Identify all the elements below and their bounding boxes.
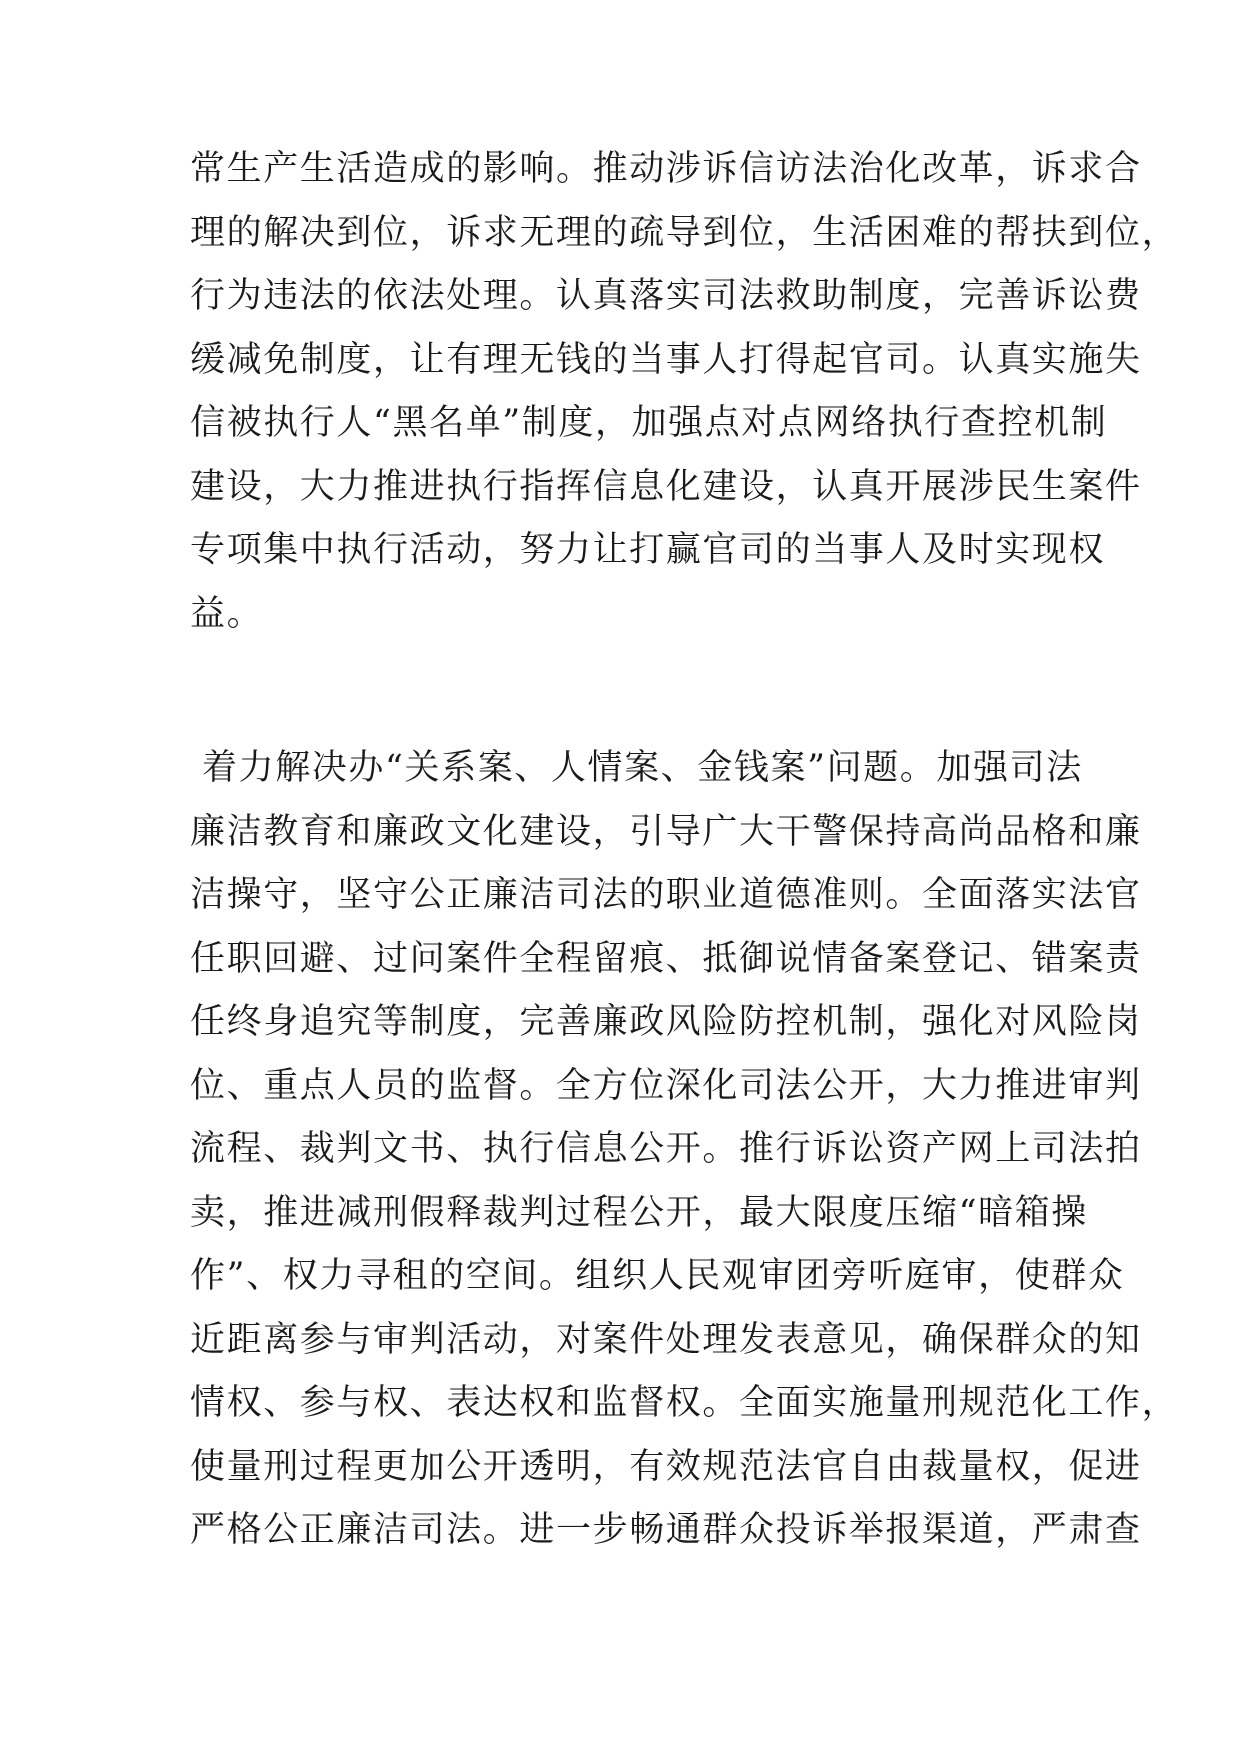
paragraph-2-line: 位、重点人员的监督。全方位深化司法公开，大力推进审判 bbox=[190, 1065, 1142, 1106]
paragraph-2-line: 着力解决办“关系案、人情案、金钱案”问题。加强司法 bbox=[202, 748, 1083, 788]
paragraph-2-line: 卖，推进减刑假释裁判过程公开，最大限度压缩“暗箱操 bbox=[190, 1192, 1088, 1233]
paragraph-2 bbox=[190, 737, 1179, 1563]
paragraph-1-line: 常生产生活造成的影响。推动涉诉信访法治化改革，诉求合 bbox=[190, 149, 1142, 189]
paragraph-2-line: 任终身追究等制度，完善廉政风险防控机制，强化对风险岗 bbox=[190, 1002, 1142, 1042]
paragraph-2-line: 廉洁教育和廉政文化建设，引导广大干警保持高尚品格和廉 bbox=[190, 811, 1142, 852]
paragraph-2-line: 流程、裁判文书、执行信息公开。推行诉讼资产网上司法拍 bbox=[190, 1129, 1142, 1169]
paragraph-2-line: 使量刑过程更加公开透明，有效规范法官自由裁量权，促进 bbox=[190, 1446, 1142, 1487]
paragraph-2-line: 近距离参与审判活动，对案件处理发表意见，确保群众的知 bbox=[190, 1319, 1142, 1360]
paragraph-1-line: 专项集中执行活动，努力让打赢官司的当事人及时实现权 bbox=[190, 530, 1106, 570]
paragraph-1-line: 建设，大力推进执行指挥信息化建设，认真开展涉民生案件 bbox=[190, 466, 1142, 507]
paragraph-1-line: 理的解决到位，诉求无理的疏导到位，生活困难的帮扶到位， bbox=[190, 212, 1179, 253]
paragraph-2-line: 任职回避、过问案件全程留痕、抵御说情备案登记、错案责 bbox=[190, 938, 1142, 979]
paragraph-2-line: 洁操守，坚守公正廉洁司法的职业道德准则。全面落实法官 bbox=[190, 875, 1142, 915]
paragraph-2-line: 情权、参与权、表达权和监督权。全面实施量刑规范化工作， bbox=[190, 1383, 1179, 1423]
paragraph-2-line: 作”、权力寻租的空间。组织人民观审团旁听庭审，使群众 bbox=[190, 1256, 1125, 1296]
paragraph-1-line: 信被执行人“黑名单”制度，加强点对点网络执行查控机制 bbox=[190, 403, 1108, 443]
paragraph-2-line: 严格公正廉洁司法。进一步畅通群众投诉举报渠道，严肃查 bbox=[190, 1510, 1142, 1550]
paragraph-1-line: 益。 bbox=[190, 593, 264, 634]
paragraph-1 bbox=[190, 138, 1179, 646]
paragraph-1-line: 行为违法的依法处理。认真落实司法救助制度，完善诉讼费 bbox=[190, 276, 1142, 316]
paragraph-1-line: 缓减免制度，让有理无钱的当事人打得起官司。认真实施失 bbox=[190, 339, 1142, 380]
